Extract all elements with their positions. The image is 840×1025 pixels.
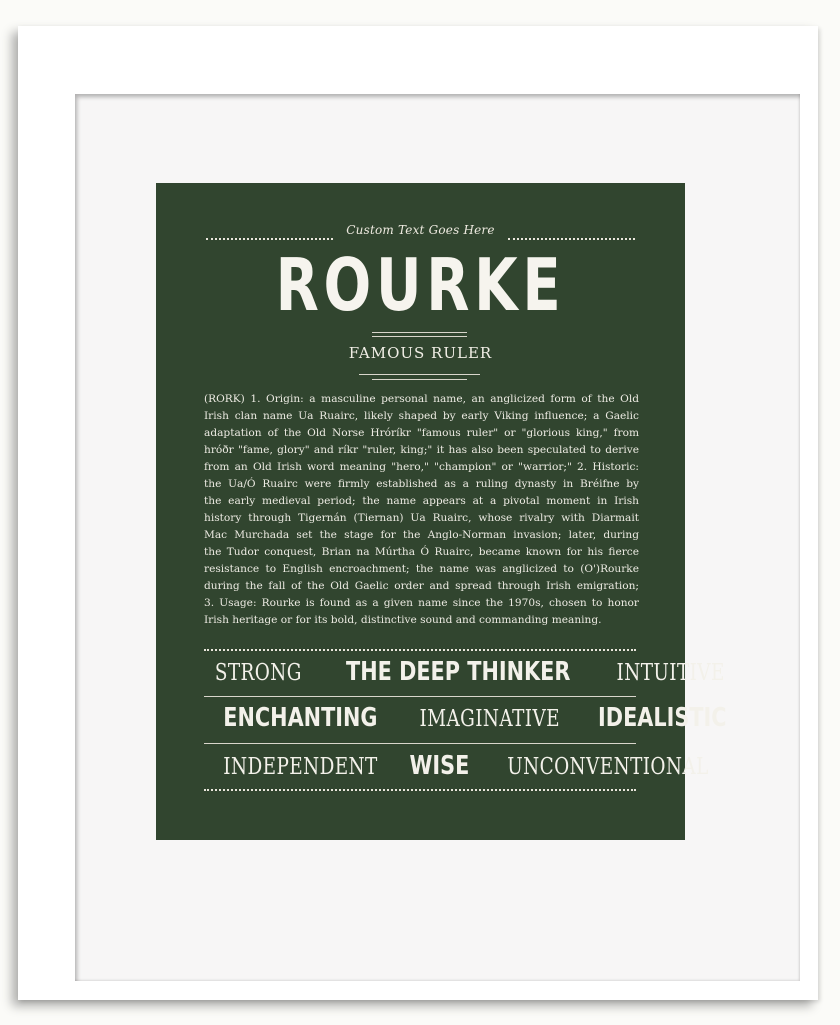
definition-line: during the fall of the Old Gaelic order and spread through Irish emigration;: [204, 580, 639, 592]
trait-word: THE DEEP THINKER: [345, 657, 571, 687]
meaning-underline-1: [359, 374, 480, 375]
trait-word: ENCHANTING: [223, 703, 378, 733]
trait-word: IDEALISTIC: [598, 703, 728, 733]
traits-bottom-dotted-rule: [204, 789, 636, 791]
top-right-dotted-rule: [508, 238, 635, 240]
definition-line: the Tudor conquest, Brian na Múrtha Ó Ruairc, became known for his fierce: [204, 546, 639, 558]
top-left-dotted-rule: [206, 238, 333, 240]
trait-word: STRONG: [214, 660, 302, 686]
name-title: ROURKE: [275, 243, 566, 327]
definition-line: Mac Murchada set the stage for the Anglo-Norman invasion; later, during: [204, 529, 639, 541]
trait-word: INTUITIVE: [616, 660, 726, 686]
name-definition: [204, 391, 639, 629]
traits-divider-1: [204, 696, 636, 697]
traits-top-dotted-rule: [204, 649, 636, 651]
definition-line: the early medieval period; the name appears at a pivotal moment in Irish: [204, 495, 639, 507]
definition-line: the Ua/Ó Ruairc were firmly established as a ruling dynasty in Bréifne by: [204, 478, 639, 490]
meaning-underline-2: [372, 379, 467, 380]
trait-word: IMAGINATIVE: [419, 706, 560, 732]
trait-word: WISE: [409, 751, 470, 781]
definition-line: (RORK) 1. Origin: a masculine personal name, an anglicized form of the Old: [204, 393, 639, 405]
definition-line: history through Tigernán (Tiernan) Ua Ruairc, whose rivalry with Diarmait: [204, 512, 639, 524]
definition-line: adaptation of the Old Norse Hróríkr "famous ruler" or "glorious king," from: [204, 427, 639, 439]
custom-text: Custom Text Goes Here: [346, 223, 495, 237]
definition-line: resistance to English encroachment; the name was anglicized to (O')Rourke: [204, 563, 639, 575]
definition-line: from an Old Irish word meaning "hero," "champion" or "warrior;" 2. Historic:: [204, 461, 639, 473]
definition-line: 3. Usage: Rourke is found as a given name since the 1970s, chosen to honor: [204, 597, 639, 609]
trait-word: INDEPENDENT: [223, 754, 378, 780]
trait-word: UNCONVENTIONAL: [507, 754, 709, 780]
name-print: [156, 183, 728, 840]
name-meaning: FAMOUS RULER: [348, 344, 493, 362]
traits-row-3: [204, 751, 709, 781]
definition-line: hróðr "fame, glory" and ríkr "ruler, king;" it has also been speculated to derive: [204, 444, 639, 456]
traits-row-1: [204, 657, 726, 687]
traits-divider-2: [204, 743, 636, 744]
name-underline-2: [372, 336, 467, 337]
traits-row-2: [204, 703, 728, 733]
definition-line: Irish clan name Ua Ruairc, likely shaped by early Viking influence; a Gaelic: [204, 410, 639, 422]
definition-line: Irish heritage or for its bold, distinctive sound and commanding meaning.: [204, 614, 602, 626]
name-underline-1: [372, 332, 467, 333]
